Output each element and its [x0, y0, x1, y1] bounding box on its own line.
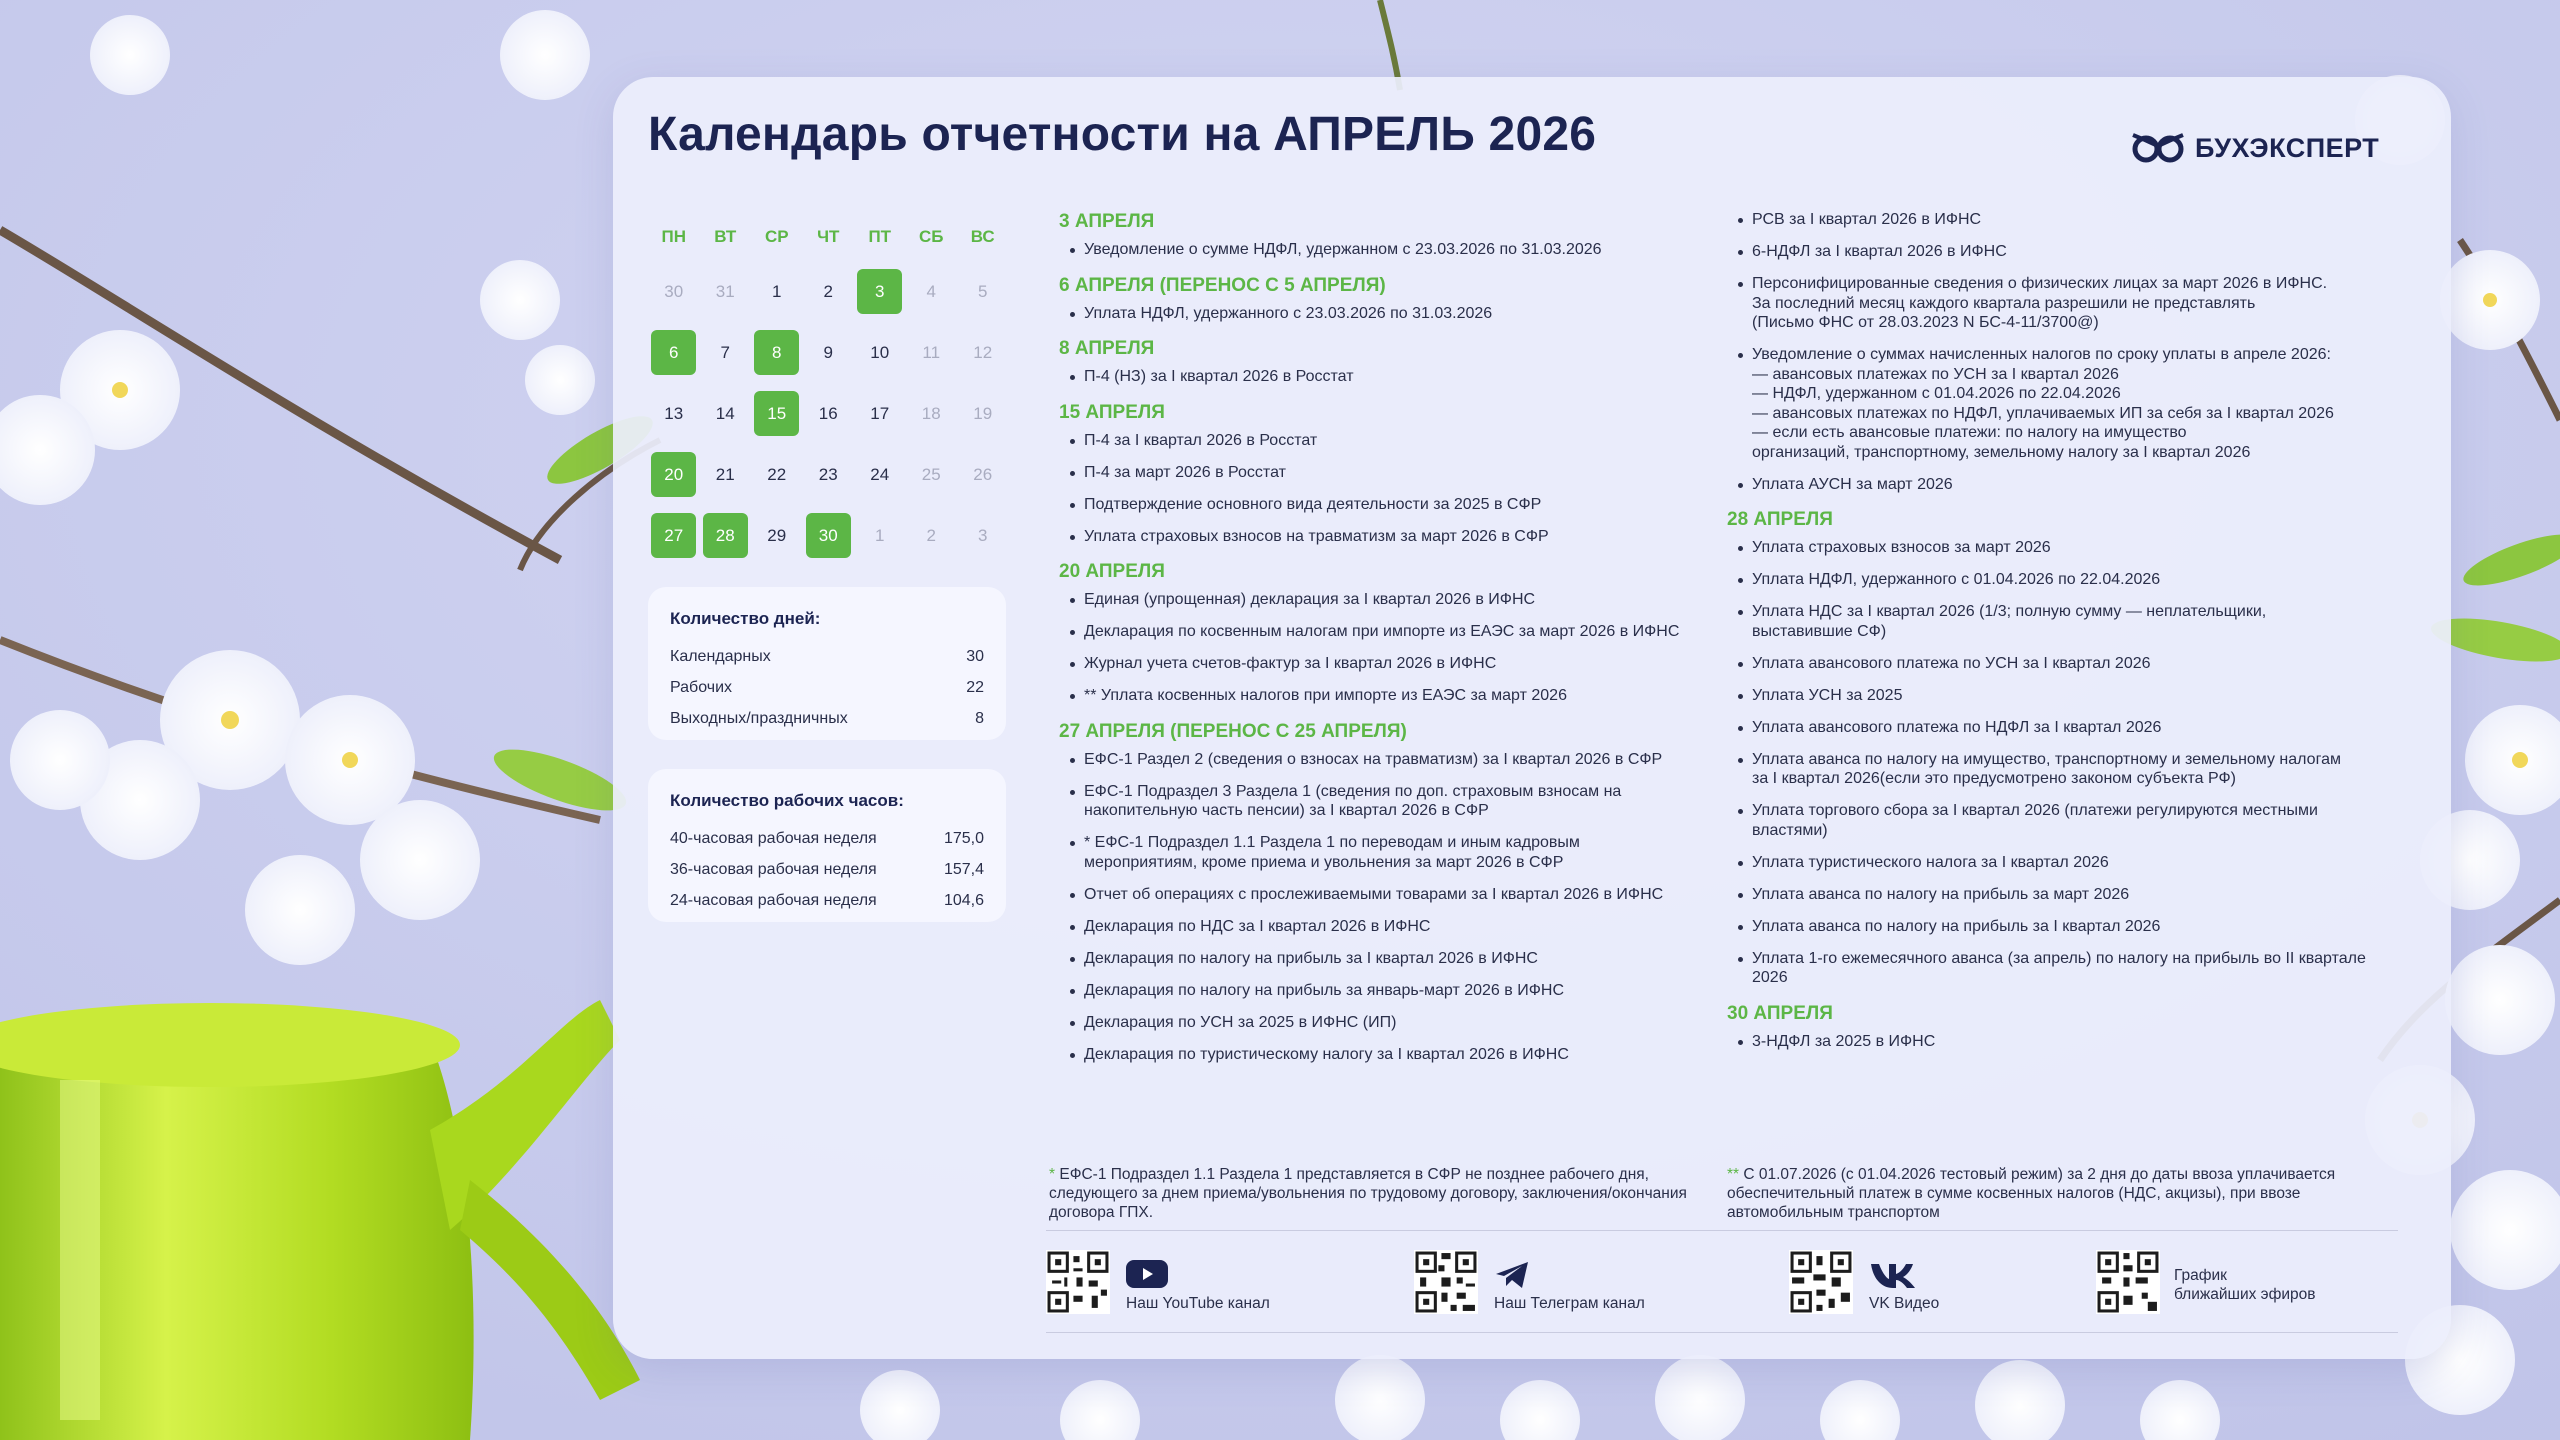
calendar-day: [906, 505, 958, 566]
calendar-day: [803, 444, 855, 505]
deadline-item: Декларация по УСН за 2025 в ИФНС (ИП): [1059, 1013, 1709, 1033]
deadline-date-heading: 27 АПРЕЛЯ (ПЕРЕНОС С 25 АПРЕЛЯ): [1059, 720, 1407, 742]
calendar-card: [613, 77, 2451, 1359]
deadline-item: ЕФС-1 Раздел 2 (сведения о взносах на травматизм) за I квартал 2026 в СФР: [1059, 750, 1709, 770]
schedule-label: [2174, 1266, 2315, 1304]
calendar-day-number: 12: [973, 342, 993, 362]
vk-video-label: VK Видео: [1869, 1295, 1940, 1312]
deadline-list: [1059, 750, 1709, 1065]
deadline-item: Уведомление о суммах начисленных налогов по сроку уплаты в апреле 2026: — авансовых платежах по УСН за I квартал 2026 — НДФЛ, удержанном с 01.04.2026 по 22.04.2026 — авансовых платежах по НДФЛ, уплачиваемых ИП за себя за I квартал 2026 — если есть авансовые платежи: по налогу на имущество организаций, транспортному, земельному налогу за I квартал 2026: [1727, 345, 2377, 462]
deadline-item: Уплата аванса по налогу на имущество, транспортному и земельному налогам за I квартал 2026(если это предусмотрено законом субъекта РФ): [1727, 750, 2377, 789]
deadline-item: Уведомление о сумме НДФЛ, удержанном с 23.03.2026 по 31.03.2026: [1059, 240, 1709, 260]
weekday-label: ПН: [661, 227, 686, 246]
calendar-grid: [648, 261, 1012, 566]
calendar-day-deadline: [751, 322, 803, 383]
footer-divider-top: [1046, 1230, 2398, 1231]
deadline-item: П-4 за I квартал 2026 в Росстат: [1059, 431, 1709, 451]
qr-code-icon: [2096, 1250, 2160, 1314]
calendar-day: [906, 383, 958, 444]
deadline-item: Декларация по налогу на прибыль за I квартал 2026 в ИФНС: [1059, 949, 1709, 969]
deadline-item: ЕФС-1 Подраздел 3 Раздела 1 (сведения по доп. страховым взносам на накопительную часть пенсии) за I квартал 2026 в СФР: [1059, 782, 1709, 821]
calendar-day: [751, 444, 803, 505]
calendar-day-number: 4: [926, 281, 936, 301]
calendar-day-number: 10: [870, 342, 890, 362]
hours-row-value: 157,4: [943, 860, 984, 878]
calendar-day: [957, 505, 1009, 566]
weekday-label: ВТ: [714, 227, 737, 246]
qr-code-icon: [1046, 1250, 1110, 1314]
calendar-day-deadline: [648, 322, 700, 383]
calendar-day: [906, 444, 958, 505]
deadline-item: 3-НДФЛ за 2025 в ИФНС: [1727, 1032, 2377, 1052]
calendar-day-number: 24: [870, 464, 890, 484]
calendar-day: [854, 322, 906, 383]
calendar-day: [957, 261, 1009, 322]
deadline-item: Уплата авансового платежа по УСН за I квартал 2026: [1727, 654, 2377, 674]
calendar-day-deadline: [854, 261, 906, 322]
deadline-item: Уплата НДФЛ, удержанного с 23.03.2026 по 31.03.2026: [1059, 304, 1709, 324]
calendar-day: [957, 322, 1009, 383]
deadline-item: Уплата авансового платежа по НДФЛ за I квартал 2026: [1727, 718, 2377, 738]
calendar-day: [803, 261, 855, 322]
weekday-label: ВС: [970, 227, 995, 246]
footnote-text: С 01.07.2026 (с 01.04.2026 тестовый режим) за 2 дня до даты ввоза уплачивается обеспечительный платеж в сумме косвенных налогов (НДС, акцизы), при ввозе автомобильным транспортом: [1727, 1166, 2336, 1221]
calendar-day: [700, 444, 752, 505]
deadline-item: РСВ за I квартал 2026 в ИФНС: [1727, 210, 2377, 230]
days-count-title: Количество дней:: [670, 609, 821, 628]
calendar-day: [700, 322, 752, 383]
calendar-day-number: 17: [870, 403, 890, 423]
deadline-item: Уплата НДС за I квартал 2026 (1/3; полную сумму — неплательщики, выставившие СФ): [1727, 602, 2377, 641]
calendar-day-number: 3: [857, 269, 902, 314]
days-row-label: Рабочих: [670, 678, 733, 696]
deadline-item: Декларация по косвенным налогам при импорте из ЕАЭС за март 2026 в ИФНС: [1059, 622, 1709, 642]
deadline-item: Персонифицированные сведения о физических лицах за март 2026 в ИФНС. За последний месяц каждого квартала разрешили не представлять (Письмо ФНС от 28.03.2023 N БС-4-11/3700@): [1727, 274, 2377, 333]
calendar-day: [906, 322, 958, 383]
deadline-item: Подтверждение основного вида деятельности за 2025 в СФР: [1059, 495, 1709, 515]
deadline-date-heading: 30 АПРЕЛЯ: [1727, 1002, 1833, 1024]
calendar-day: [803, 322, 855, 383]
hours-row: [670, 854, 984, 885]
hours-count-box: [648, 769, 1006, 922]
brand-logo: [2131, 128, 2379, 168]
calendar-day-number: 5: [978, 281, 988, 301]
deadline-list: [1727, 1032, 2377, 1052]
deadline-list: [1059, 367, 1709, 387]
youtube-icon: [1126, 1260, 1168, 1288]
days-count-box: [648, 587, 1006, 740]
deadline-item: Декларация по туристическому налогу за I квартал 2026 в ИФНС: [1059, 1045, 1709, 1065]
calendar-day-number: 2: [926, 525, 936, 545]
calendar-day-deadline: [648, 505, 700, 566]
calendar-day: [957, 383, 1009, 444]
calendar-day-number: 13: [664, 403, 684, 423]
calendar-day: [957, 444, 1009, 505]
hours-row-label: 40-часовая рабочая неделя: [670, 829, 877, 847]
deadline-item: Уплата 1-го ежемесячного аванса (за апрель) по налогу на прибыль во II квартале 2026: [1727, 949, 2377, 988]
qr-code-icon: [1789, 1250, 1853, 1314]
youtube-label: Наш YouTube канал: [1126, 1295, 1270, 1312]
calendar-day-number: 23: [818, 464, 838, 484]
deadline-item: Уплата НДФЛ, удержанного с 01.04.2026 по 22.04.2026: [1727, 570, 2377, 590]
calendar-day: [648, 261, 700, 322]
weekday-header: [648, 217, 1012, 257]
hours-row: [670, 823, 984, 854]
owl-logo-icon: [2131, 132, 2185, 164]
deadline-list: [1727, 538, 2377, 988]
hours-row-value: 175,0: [943, 829, 984, 847]
calendar-day: [854, 383, 906, 444]
days-row-value: 8: [975, 709, 984, 727]
footer-divider-bottom: [1046, 1332, 2398, 1333]
hours-count-title: Количество рабочих часов:: [670, 791, 904, 810]
calendar-day-number: 15: [754, 391, 799, 436]
deadline-item: П-4 за март 2026 в Росстат: [1059, 463, 1709, 483]
calendar-day-number: 30: [664, 281, 684, 301]
calendar-day-number: 9: [823, 342, 833, 362]
calendar-day-number: 25: [921, 464, 941, 484]
weekday-label: ПТ: [868, 227, 892, 246]
calendar-day-number: 2: [823, 281, 833, 301]
calendar-day-deadline: [803, 505, 855, 566]
deadline-item: Декларация по НДС за I квартал 2026 в ИФНС: [1059, 917, 1709, 937]
calendar-day-number: 26: [973, 464, 993, 484]
days-row: [670, 641, 984, 672]
deadline-item: Уплата торгового сбора за I квартал 2026 (платежи регулируются местными властями): [1727, 801, 2377, 840]
hours-row: [670, 885, 984, 916]
calendar-day-number: 28: [703, 513, 748, 558]
days-row: [670, 703, 984, 734]
deadline-item: Уплата страховых взносов за март 2026: [1727, 538, 2377, 558]
deadline-date-heading: 3 АПРЕЛЯ: [1059, 211, 1155, 232]
month-calendar: [648, 217, 1012, 566]
deadline-item: Уплата аванса по налогу на прибыль за март 2026: [1727, 885, 2377, 905]
social-links: [1046, 1250, 2398, 1320]
footnote-text: ЕФС-1 Подраздел 1.1 Раздела 1 представляется в СФР не позднее рабочего дня, следующего за днем приема/увольнения по трудовому договору, заключения/окончания договора ГПХ.: [1049, 1166, 1687, 1221]
calendar-day-number: 1: [875, 525, 885, 545]
footnote-mark: **: [1727, 1166, 1740, 1183]
vk-icon: [1869, 1260, 1921, 1290]
weekday-label: СБ: [919, 227, 944, 246]
deadline-item: Уплата АУСН за март 2026: [1727, 475, 2377, 495]
footnote-double-star: [1727, 1165, 2387, 1222]
days-row-value: 30: [966, 647, 984, 665]
deadline-date-heading: 15 АПРЕЛЯ: [1059, 401, 1165, 423]
deadline-list: [1059, 240, 1709, 260]
calendar-day-number: 11: [922, 342, 941, 362]
calendar-day-number: 8: [754, 330, 799, 375]
days-row: [670, 672, 984, 703]
deadline-list: [1059, 304, 1709, 324]
calendar-day-number: 19: [973, 403, 993, 423]
deadline-item: П-4 (НЗ) за I квартал 2026 в Росстат: [1059, 367, 1709, 387]
calendar-day-number: 27: [651, 513, 696, 558]
calendar-day: [700, 383, 752, 444]
footnote-single-star: [1049, 1165, 1699, 1222]
deadline-item: Уплата УСН за 2025: [1727, 686, 2377, 706]
page-title: Календарь отчетности на АПРЕЛЬ 2026: [648, 108, 1597, 161]
deadline-item: Единая (упрощенная) декларация за I квартал 2026 в ИФНС: [1059, 590, 1709, 610]
calendar-day-deadline: [751, 383, 803, 444]
schedule-label-line2: ближайших эфиров: [2174, 1286, 2316, 1303]
deadline-date-heading: 6 АПРЕЛЯ (ПЕРЕНОС С 5 АПРЕЛЯ): [1059, 274, 1386, 296]
deadline-list: [1059, 590, 1709, 706]
calendar-day-deadline: [648, 444, 700, 505]
deadline-item: Уплата аванса по налогу на прибыль за I квартал 2026: [1727, 917, 2377, 937]
deadline-item: Уплата туристического налога за I квартал 2026: [1727, 853, 2377, 873]
calendar-day-number: 3: [978, 525, 988, 545]
days-row-value: 22: [966, 678, 984, 696]
deadline-list: [1727, 210, 2377, 494]
brand-name: БУХЭКСПЕРТ: [2195, 132, 2380, 163]
calendar-day-number: 16: [818, 403, 838, 423]
qr-code-icon: [1414, 1250, 1478, 1314]
days-row-label: Выходных/праздничных: [670, 709, 848, 727]
calendar-day: [906, 261, 958, 322]
calendar-day-number: 1: [772, 281, 782, 301]
deadline-date-heading: 20 АПРЕЛЯ: [1059, 561, 1165, 582]
calendar-day-number: 6: [651, 330, 696, 375]
deadlines-column-right: [1727, 210, 2377, 1065]
calendar-day: [751, 505, 803, 566]
calendar-day-number: 18: [921, 403, 941, 423]
calendar-day-number: 22: [767, 464, 787, 484]
hours-row-label: 36-часовая рабочая неделя: [670, 860, 877, 878]
calendar-day-number: 21: [715, 464, 735, 484]
deadline-item: 6-НДФЛ за I квартал 2026 в ИФНС: [1727, 242, 2377, 262]
deadline-list: [1059, 431, 1709, 547]
calendar-day-number: 14: [715, 403, 735, 423]
calendar-day: [700, 261, 752, 322]
deadline-item: Журнал учета счетов-фактур за I квартал 2026 в ИФНС: [1059, 654, 1709, 674]
deadline-item: Отчет об операциях с прослеживаемыми товарами за I квартал 2026 в ИФНС: [1059, 885, 1709, 905]
calendar-day-number: 30: [806, 513, 851, 558]
footnote-mark: *: [1049, 1166, 1056, 1183]
deadline-item: ** Уплата косвенных налогов при импорте из ЕАЭС за март 2026: [1059, 686, 1709, 706]
calendar-day-number: 31: [715, 281, 735, 301]
days-row-label: Календарных: [670, 647, 771, 665]
telegram-label: Наш Телеграм канал: [1494, 1295, 1645, 1312]
deadlines-column-left: [1059, 210, 1709, 1078]
calendar-day: [803, 383, 855, 444]
telegram-icon: [1494, 1260, 1530, 1290]
calendar-day-number: 20: [651, 452, 696, 497]
deadline-item: Декларация по налогу на прибыль за январь-март 2026 в ИФНС: [1059, 981, 1709, 1001]
hours-row-label: 24-часовая рабочая неделя: [670, 891, 877, 909]
hours-row-value: 104,6: [943, 891, 984, 909]
weekday-label: ЧТ: [817, 227, 840, 246]
deadline-item: Уплата страховых взносов на травматизм за март 2026 в СФР: [1059, 527, 1709, 547]
calendar-day: [648, 383, 700, 444]
calendar-day-number: 29: [767, 525, 787, 545]
calendar-day: [751, 261, 803, 322]
deadline-item: * ЕФС-1 Подраздел 1.1 Раздела 1 по переводам и иным кадровым мероприятиям, кроме приема и увольнения за март 2026 в СФР: [1059, 833, 1709, 872]
calendar-day-number: 7: [720, 342, 730, 362]
deadline-date-heading: 28 АПРЕЛЯ: [1727, 509, 1833, 530]
calendar-day: [854, 444, 906, 505]
weekday-label: СР: [764, 227, 789, 246]
schedule-label-line1: График: [2174, 1267, 2227, 1284]
calendar-day-deadline: [700, 505, 752, 566]
deadline-date-heading: 8 АПРЕЛЯ: [1059, 338, 1155, 359]
calendar-day: [854, 505, 906, 566]
